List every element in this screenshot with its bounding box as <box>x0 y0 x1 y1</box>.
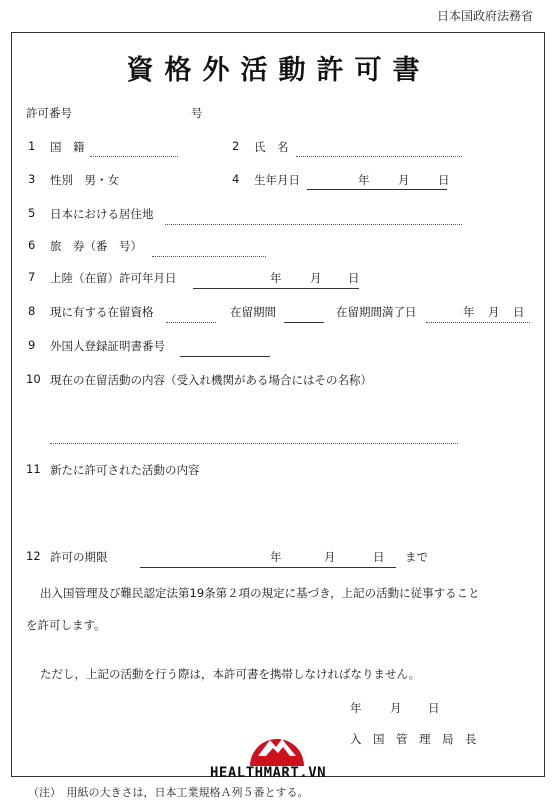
field-7-label: 上陸（在留）許可年月日 <box>50 271 177 285</box>
birth-day-label: 日 <box>438 173 450 187</box>
authorization-text-line1: 出入国管理及び難民認定法第19条第２項の規定に基づき，上記の活動に従事すること <box>40 586 480 600</box>
birthdate-line <box>307 189 447 190</box>
landing-date-line <box>193 288 359 289</box>
alien-registration-line <box>180 356 270 357</box>
healthmart-logo-icon <box>248 728 306 768</box>
limit-line <box>140 567 396 568</box>
expiry-year-label: 年 <box>463 305 475 319</box>
issue-day-label: 日 <box>428 701 440 715</box>
name-line <box>296 156 462 157</box>
field-12-label: 許可の期限 <box>50 550 108 564</box>
issue-month-label: 月 <box>390 701 402 715</box>
field-9-number: 9 <box>28 338 36 352</box>
field-2-label: 氏 名 <box>254 140 289 154</box>
passport-line <box>152 256 266 257</box>
birth-year-label: 年 <box>358 173 370 187</box>
field-11-number: 11 <box>26 462 41 476</box>
field-4-number: 4 <box>232 172 240 186</box>
footnote: （注） 用紙の大きさは，日本工業規格Ａ列５番とする。 <box>28 786 309 799</box>
field-10-number: 10 <box>26 372 41 386</box>
ministry-name: 日本国政府法務省 <box>436 9 533 23</box>
issuer-title: 入 国 管 理 局 長 <box>350 732 477 746</box>
issue-year-label: 年 <box>350 701 362 715</box>
field-11-label: 新たに許可された活動の内容 <box>50 463 200 477</box>
limit-month-label: 月 <box>324 550 336 564</box>
expiry-day-label: 日 <box>513 305 525 319</box>
expiry-line <box>426 322 530 323</box>
field-3-number: 3 <box>28 172 36 186</box>
field-2-number: 2 <box>232 139 240 153</box>
birth-month-label: 月 <box>398 173 410 187</box>
field-3-label: 性別 男・女 <box>50 173 119 187</box>
residence-line <box>165 224 462 225</box>
field-6-number: 6 <box>28 238 36 252</box>
field-10-label: 現在の在留活動の内容（受入れ機関がある場合にはその名称） <box>50 373 372 387</box>
field-6-label: 旅 券（番 号） <box>50 239 142 253</box>
authorization-text-line2: を許可します。 <box>26 618 106 632</box>
permit-number-label: 許可番号 <box>26 106 72 120</box>
current-activity-line <box>50 443 458 444</box>
period-line <box>284 322 324 323</box>
period-label: 在留期間 <box>230 305 276 319</box>
expiry-month-label: 月 <box>488 305 500 319</box>
landing-month-label: 月 <box>310 271 322 285</box>
field-8-label: 現に有する在留資格 <box>50 305 154 319</box>
permit-number-suffix: 号 <box>191 106 203 120</box>
document-title: 資格外活動許可書 <box>126 55 431 86</box>
healthmart-watermark-text: HEALTHMART.VN <box>210 765 327 781</box>
limit-until-label: まで <box>405 550 428 564</box>
nationality-line <box>90 156 178 157</box>
field-9-label: 外国人登録証明書番号 <box>50 339 165 353</box>
landing-year-label: 年 <box>270 271 282 285</box>
field-1-number: 1 <box>28 139 36 153</box>
field-7-number: 7 <box>28 270 36 284</box>
field-1-label: 国 籍 <box>50 140 85 154</box>
status-line <box>166 322 216 323</box>
field-5-number: 5 <box>28 206 36 220</box>
limit-day-label: 日 <box>373 550 385 564</box>
field-5-label: 日本における居住地 <box>50 207 154 221</box>
field-8-number: 8 <box>28 304 36 318</box>
landing-day-label: 日 <box>348 271 360 285</box>
field-4-label: 生年月日 <box>254 173 300 187</box>
limit-year-label: 年 <box>270 550 282 564</box>
field-12-number: 12 <box>26 549 41 563</box>
expiry-label: 在留期間満了日 <box>336 305 417 319</box>
carry-notice-text: ただし，上記の活動を行う際は，本許可書を携帯しなければなりません。 <box>40 667 421 681</box>
